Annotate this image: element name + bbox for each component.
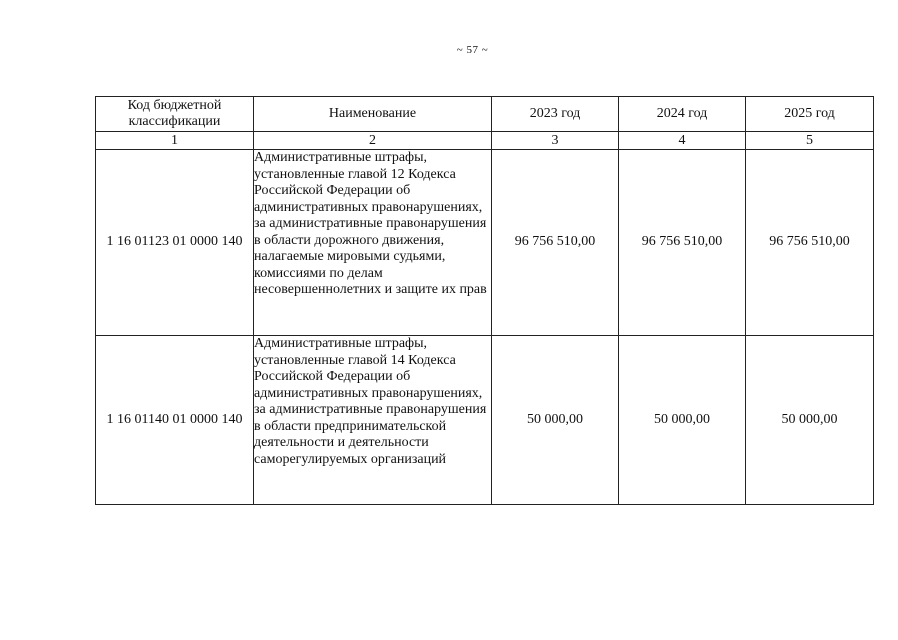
value-2023: 96 756 510,00 <box>492 150 619 336</box>
page-number: ~ 57 ~ <box>456 44 489 56</box>
column-number: 5 <box>746 132 874 150</box>
column-number: 1 <box>96 132 254 150</box>
header-code: Код бюджетной классификации <box>96 97 254 132</box>
value-2024: 96 756 510,00 <box>619 150 746 336</box>
header-2023: 2023 год <box>492 97 619 132</box>
header-2024: 2024 год <box>619 97 746 132</box>
item-name <box>254 150 492 336</box>
header-name: Наименование <box>254 97 492 132</box>
value-2024: 50 000,00 <box>619 336 746 505</box>
item-name <box>254 336 492 505</box>
item-name-text: Административные штрафы, установленные главой 14 Кодекса Российской Федерации об административных правонарушениях, за административные правонарушения в области предпринимательской деятельности и деятельности саморегулируемых организаций <box>254 336 487 467</box>
item-name-text: Административные штрафы, установленные главой 12 Кодекса Российской Федерации об административных правонарушениях, за административные правонарушения в области дорожного движения, налагаемые мировыми судьями, комиссиями по делам несовершеннолетних и защите их прав <box>254 150 487 297</box>
value-2023: 50 000,00 <box>492 336 619 505</box>
budget-code: 1 16 01140 01 0000 140 <box>96 336 254 505</box>
table-row <box>96 150 874 336</box>
table-row <box>96 336 874 505</box>
column-number: 4 <box>619 132 746 150</box>
column-number: 2 <box>254 132 492 150</box>
column-number-row <box>96 132 874 150</box>
budget-code: 1 16 01123 01 0000 140 <box>96 150 254 336</box>
value-2025: 96 756 510,00 <box>746 150 874 336</box>
header-2025: 2025 год <box>746 97 874 132</box>
value-2025: 50 000,00 <box>746 336 874 505</box>
budget-table <box>95 96 874 505</box>
header-row <box>96 97 874 132</box>
column-number: 3 <box>492 132 619 150</box>
